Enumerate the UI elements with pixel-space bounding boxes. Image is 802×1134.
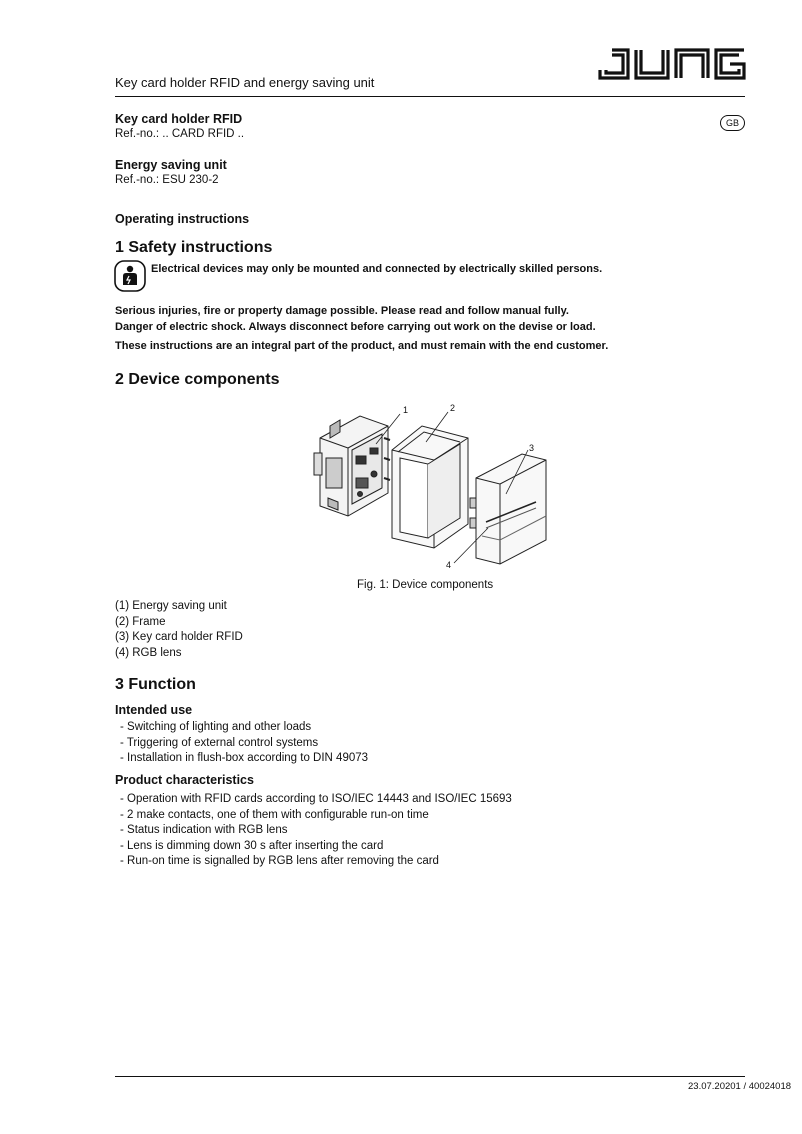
- subsection-heading: Product characteristics: [115, 773, 254, 787]
- list-item: - Switching of lighting and other loads: [120, 721, 312, 733]
- list-item: - Installation in flush-box according to DIN 49073: [120, 752, 369, 764]
- product-name: Energy saving unit: [115, 158, 227, 172]
- list-item: (3) Key card holder RFID: [115, 631, 243, 643]
- jung-logo: [598, 46, 746, 82]
- safety-warning: Serious injuries, fire or property damage possible. Please read and follow manual fully.: [115, 305, 569, 317]
- product-ref: Ref.-no.: ESU 230-2: [115, 174, 219, 186]
- section-heading-function: 3 Function: [115, 676, 196, 693]
- frame-drawing: [392, 426, 468, 548]
- device-components-figure: [300, 398, 560, 570]
- list-item: (2) Frame: [115, 615, 166, 628]
- callout-label: 3: [529, 443, 535, 453]
- list-item: - Lens is dimming down 30 s after inserting the card: [120, 839, 384, 852]
- header-divider: [115, 96, 745, 97]
- subsection-heading: Intended use: [115, 703, 193, 717]
- document-reference: 23.07.20201 / 40024018: [688, 1081, 792, 1092]
- figure-caption: Fig. 1: Device components: [357, 579, 494, 591]
- safety-warning: Danger of electric shock. Always disconnect before carrying out work on the devise or load.: [115, 321, 596, 333]
- section-heading-components: 2 Device components: [115, 371, 280, 388]
- list-item: - Status indication with RGB lens: [120, 824, 288, 836]
- section-heading-safety: 1 Safety instructions: [115, 239, 273, 256]
- language-badge: GB: [720, 115, 745, 131]
- safety-warning: These instructions are an integral part of the product, and must remain with the end customer.: [115, 340, 609, 352]
- list-item: (4) RGB lens: [115, 646, 182, 659]
- product-ref: Ref.-no.: .. CARD RFID ..: [115, 128, 245, 140]
- energy-saving-unit-drawing: [314, 416, 390, 516]
- list-item: - Run-on time is signalled by RGB lens after removing the card: [120, 855, 439, 867]
- skilled-person-note: Electrical devices may only be mounted and connected by electrically skilled persons.: [151, 263, 603, 275]
- characteristics-list: [120, 792, 512, 870]
- list-item: (1) Energy saving unit: [115, 600, 227, 612]
- skilled-person-icon: [114, 260, 146, 292]
- document-type: Operating instructions: [115, 212, 250, 226]
- list-item: - 2 make contacts, one of them with configurable run-on time: [120, 808, 429, 821]
- list-item: - Operation with RFID cards according to ISO/IEC 14443 and ISO/IEC 15693: [120, 793, 512, 805]
- footer-divider: [115, 1076, 745, 1077]
- list-item: - Triggering of external control systems: [120, 736, 319, 749]
- callout-label: 1: [403, 405, 409, 415]
- document-header-title: Key card holder RFID and energy saving unit: [115, 75, 375, 90]
- product-name: Key card holder RFID: [115, 112, 243, 126]
- callout-label: 2: [450, 403, 456, 413]
- callout-label: 4: [446, 560, 452, 570]
- component-list: [115, 599, 243, 661]
- intended-use-list: [120, 720, 368, 767]
- key-card-holder-drawing: [470, 454, 546, 564]
